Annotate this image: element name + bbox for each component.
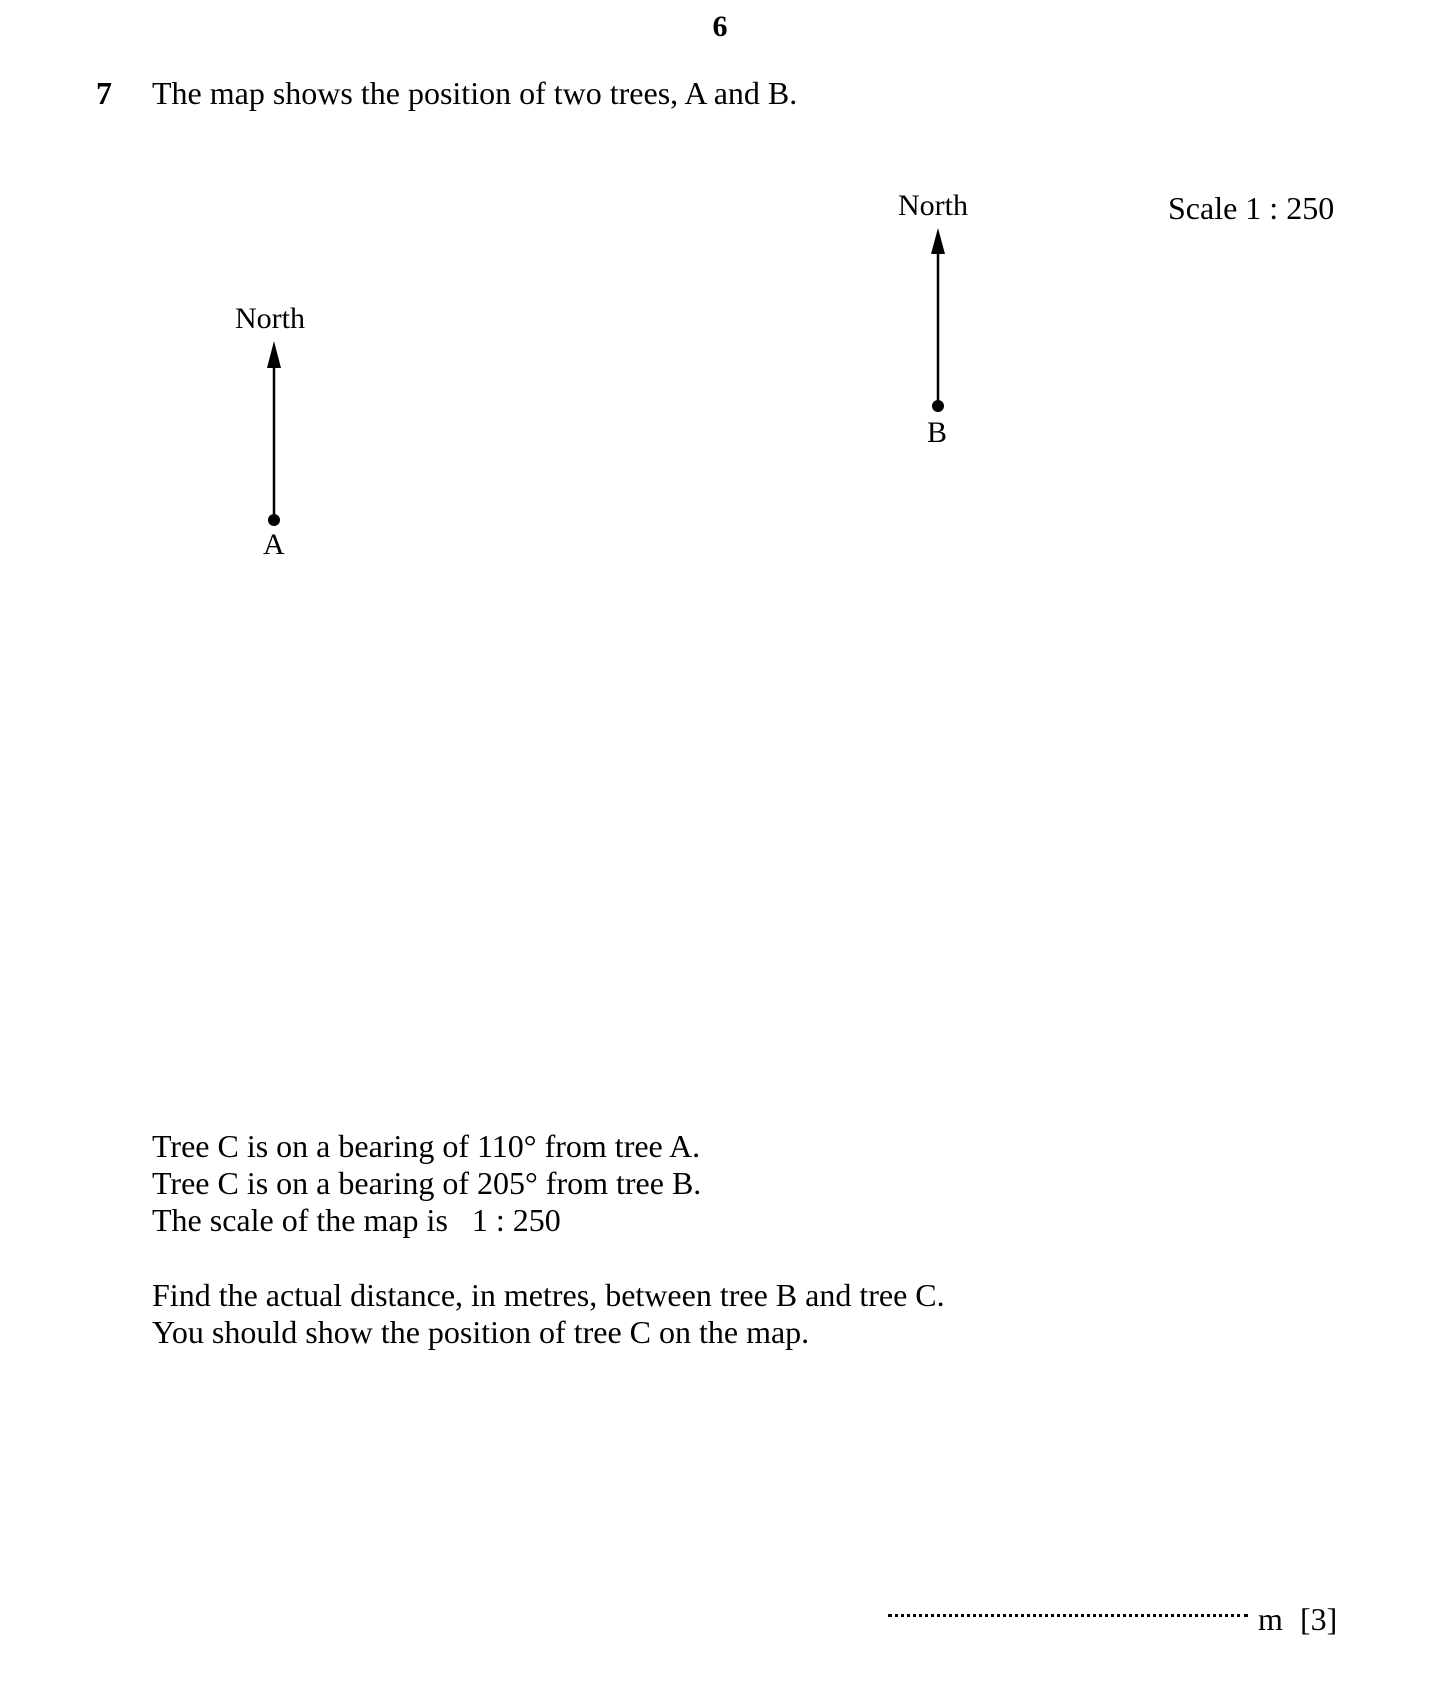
answer-line[interactable]: [888, 1614, 1248, 1617]
page-number: 6: [712, 10, 728, 43]
north-label-b: North: [898, 189, 968, 222]
facts-block: [152, 1128, 701, 1239]
fact-bearing-from-b: Tree C is on a bearing of 205° from tree B.: [152, 1165, 702, 1201]
task-instruction: Find the actual distance, in metres, between tree B and tree C.: [152, 1277, 945, 1313]
north-arrow-a: [267, 341, 281, 520]
tree-b-label: B: [927, 416, 948, 449]
fact-scale: [152, 1202, 701, 1239]
fact-bearing-from-a: Tree C is on a bearing of 110° from tree A.: [152, 1128, 701, 1164]
fact-scale-prefix: The scale of the map is: [152, 1202, 448, 1238]
fact-scale-value: 1 : 250: [471, 1202, 561, 1238]
answer-marks: [3]: [1300, 1601, 1338, 1637]
question-intro: The map shows the position of two trees, A and B.: [152, 75, 798, 111]
answer-unit: m: [1258, 1601, 1283, 1637]
question-number: 7: [96, 75, 112, 111]
tree-a-point: [268, 514, 280, 526]
scale-label: Scale 1 : 250: [1168, 190, 1335, 226]
north-arrow-b: [931, 228, 945, 406]
task-block: [152, 1277, 945, 1351]
north-label-a: North: [235, 302, 305, 335]
task-hint: You should show the position of tree C on the map.: [152, 1314, 810, 1350]
tree-b-point: [932, 400, 944, 412]
tree-a-label: A: [263, 528, 285, 561]
